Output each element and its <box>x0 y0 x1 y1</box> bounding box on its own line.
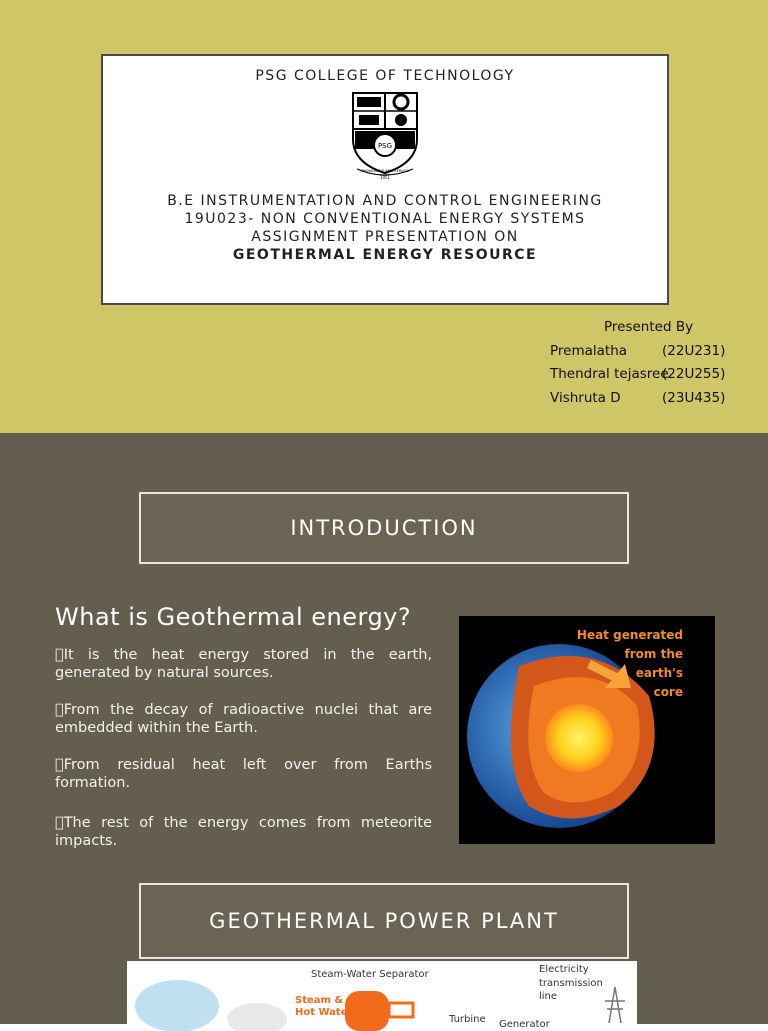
presenter-name: Premalatha <box>550 342 628 359</box>
svg-text:PSG: PSG <box>377 142 393 150</box>
image-caption: Heat generated from the earth's core <box>576 628 683 699</box>
generator-label: Generator <box>499 1019 550 1030</box>
presenter-name: Vishruta D <box>550 389 621 406</box>
presented-by-label: Presented By <box>604 319 694 335</box>
bullet-item: From residual heat left over from Earths formation. <box>55 757 425 773</box>
title-slide <box>0 0 768 433</box>
separator-label: Steam-Water Separator <box>311 969 429 980</box>
introduction-heading: INTRODUCTION <box>139 492 629 564</box>
college-logo-emblem <box>349 89 421 181</box>
power-plant-heading: GEOTHERMAL POWER PLANT <box>139 883 629 959</box>
steam-label: Steam & <box>295 995 344 1006</box>
content-slides <box>0 433 768 1030</box>
power-plant-diagram <box>127 961 637 1030</box>
bullet-item: The rest of the energy comes from meteorite impacts. <box>55 815 432 849</box>
presenter-row <box>550 363 725 387</box>
presenter-roll: (22U255) <box>662 366 726 382</box>
transmission-label: transmission <box>539 978 603 989</box>
presenter-roll: (23U435) <box>662 389 726 406</box>
bullet-item: From the decay of radioactive nuclei that are embedded within the Earth. <box>55 702 432 736</box>
logo-motto: KNOWLEDGE AND SERVICE <box>360 169 410 173</box>
turbine-label: Turbine <box>449 1014 486 1025</box>
course-line: 19U023- NON CONVENTIONAL ENERGY SYSTEMS <box>184 211 586 227</box>
topic-line: GEOTHERMAL ENERGY RESOURCE <box>232 247 538 263</box>
bullet-item: It is the heat energy stored in the earth, generated by natural sources. <box>55 647 432 681</box>
presenter-roll: (22U231) <box>662 342 726 359</box>
assignment-line: ASSIGNMENT PRESENTATION ON <box>251 229 519 245</box>
logo-year: 1951 <box>379 175 391 180</box>
presenters-block <box>550 316 725 410</box>
presenter-row <box>550 340 725 364</box>
college-name: PSG COLLEGE OF TECHNOLOGY <box>255 68 515 84</box>
line-label: line <box>539 991 558 1002</box>
title-lines <box>103 192 667 264</box>
question-heading: What is Geothermal energy? <box>55 603 412 631</box>
earth-core-image <box>459 616 715 844</box>
presenter-name: Thendral tejasree <box>550 366 669 382</box>
presenter-row <box>550 387 725 411</box>
electricity-label: Electricity <box>539 964 589 975</box>
hot-water-label: Hot Water <box>295 1007 353 1018</box>
degree-line: B.E INSTRUMENTATION AND CONTROL ENGINEERING <box>167 193 603 209</box>
title-box <box>101 54 669 305</box>
